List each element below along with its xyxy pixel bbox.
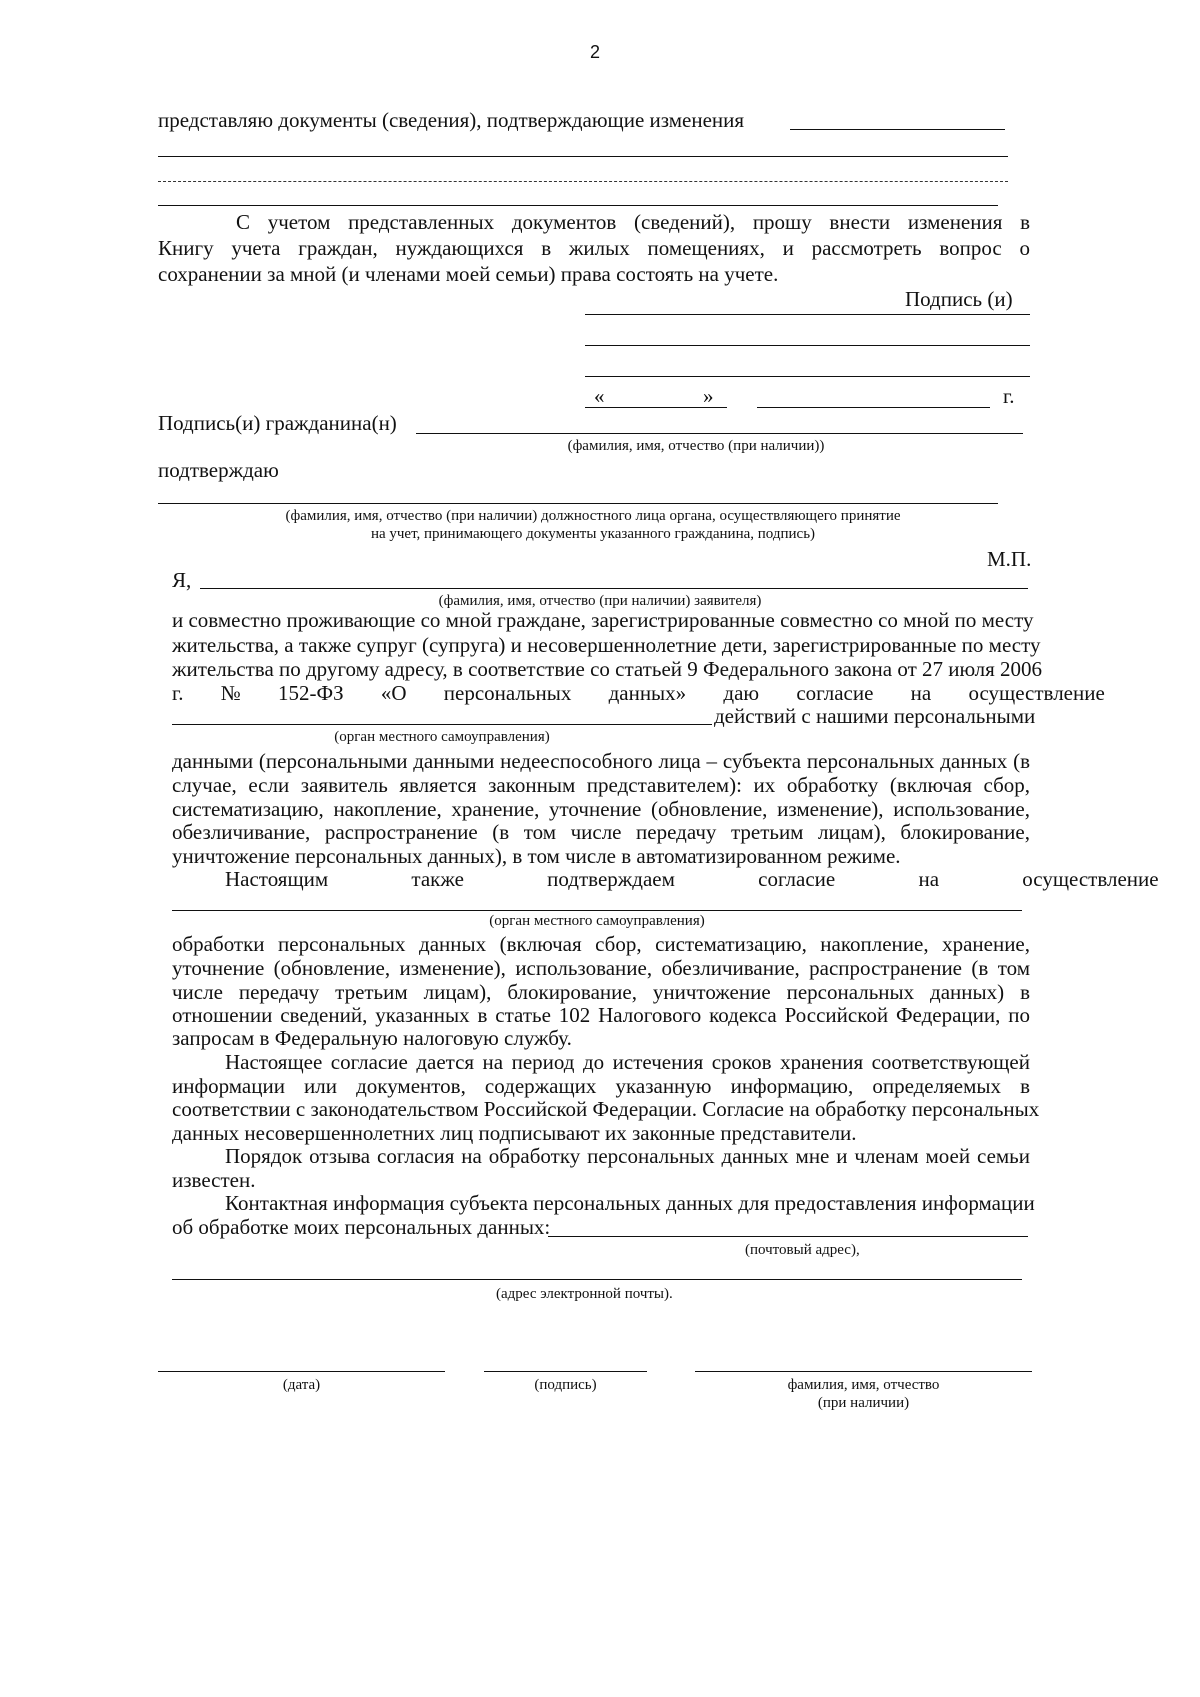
signature-label: Подпись (и) — [905, 287, 1013, 311]
official-caption: (фамилия, имя, отчество (при наличии) должностного лица органа, осуществляющего принятие — [285, 508, 901, 524]
documents-field-line-4 — [158, 205, 998, 206]
consent-line: данных несовершеннолетних лиц подписывают их законные представители. — [172, 1121, 857, 1145]
authority-line — [172, 724, 712, 725]
request-paragraph-line: сохранении за мной (и членами моей семьи) права состоять на учете. — [158, 262, 779, 286]
stamp-label: М.П. — [987, 547, 1032, 571]
date-quote-close: » — [703, 384, 714, 408]
consent-line: уточнение (обновление, изменение), использование, обезличивание, распространение (в том — [172, 956, 1030, 980]
date-day-line — [585, 407, 727, 408]
documents-field-line-1 — [790, 129, 1005, 130]
consent-line: Контактная информация субъекта персональных данных для предоставления информации — [225, 1191, 1035, 1215]
consent-line: об обработке моих персональных данных: — [172, 1215, 551, 1239]
official-caption: на учет, принимающего документы указанного гражданина, подпись) — [370, 526, 816, 542]
consent-line: случае, если заявитель является законным представителем): их обработку (включая сбор, — [172, 773, 1030, 797]
consent-line: уничтожение персональных данных), в том числе в автоматизированном режиме. — [172, 844, 901, 868]
consent-line: соответствии с законодательством Российской Федерации. Согласие на обработку персональных — [172, 1097, 1040, 1121]
consent-line: действий с нашими персональными — [714, 704, 1036, 728]
consent-line: данными (персональными данными недееспособного лица – субъекта персональных данных (в — [172, 749, 1030, 773]
authority-caption: (орган местного самоуправления) — [334, 729, 550, 745]
consent-line: систематизацию, накопление, хранение, уточнение (обновление, изменение), использование, — [172, 797, 1030, 821]
fio-line — [695, 1371, 1032, 1372]
consent-line: и совместно проживающие со мной граждане, зарегистрированные совместно со мной по месту — [172, 608, 1034, 632]
fio-caption: (при наличии) — [817, 1395, 910, 1411]
consent-line: обработки персональных данных (включая сбор, систематизацию, накопление, хранение, — [172, 932, 1030, 956]
consent-line: запросам в Федеральную налоговую службу. — [172, 1026, 572, 1050]
citizen-signature-line — [416, 433, 1023, 434]
postal-caption: (почтовый адрес), — [745, 1242, 860, 1258]
consent-line: Настоящим также подтверждаем согласие на осуществление — [225, 867, 1159, 891]
consent-line: Настоящее согласие дается на период до истечения сроков хранения соответствующей — [225, 1050, 1030, 1074]
citizen-name-caption: (фамилия, имя, отчество (при наличии)) — [567, 438, 825, 454]
consent-line: жительства по другому адресу, в соответствие со статьей 9 Федерального закона от 27 июля 2006 — [172, 657, 1043, 681]
consent-line: отношении сведений, указанных в статье 102 Налогового кодекса Российской Федерации, по — [172, 1003, 1030, 1027]
consent-line: информации или документов, содержащих указанную информацию, определяемых в — [172, 1074, 1030, 1098]
confirm-label: подтверждаю — [158, 458, 279, 482]
consent-line: обезличивание, распространение (в том числе передачу третьим лицам), блокирование, — [172, 820, 1030, 844]
signature-caption: (подпись) — [534, 1377, 597, 1393]
signature-line — [585, 376, 1030, 377]
date-month-line — [757, 407, 990, 408]
documents-text: представляю документы (сведения), подтверждающие изменения — [158, 108, 745, 132]
documents-field-line-3 — [158, 181, 1008, 182]
applicant-name-line — [200, 588, 1028, 589]
consent-line: числе передачу третьим лицам), блокирование, уничтожение персональных данных) в — [172, 980, 1030, 1004]
applicant-caption: (фамилия, имя, отчество (при наличии) заявителя) — [438, 593, 762, 609]
email-line — [172, 1279, 1022, 1280]
postal-address-line — [548, 1236, 1028, 1237]
ya-label: Я, — [172, 568, 192, 592]
citizen-signature-label: Подпись(и) гражданина(н) — [158, 411, 397, 435]
signature-footer-line — [484, 1371, 647, 1372]
consent-line: Порядок отзыва согласия на обработку персональных данных мне и членам моей семьи — [225, 1144, 1030, 1168]
consent-line: г. № 152-ФЗ «О персональных данных» даю согласие на осуществление — [172, 681, 1105, 705]
page-number: 2 — [590, 42, 601, 62]
date-year-suffix: г. — [1003, 384, 1015, 408]
official-signature-line — [158, 503, 998, 504]
date-quote-open: « — [594, 384, 605, 408]
documents-field-line-2 — [158, 156, 1008, 157]
authority-caption-2: (орган местного самоуправления) — [489, 913, 705, 929]
consent-line: жительства, а также супруг (супруга) и несовершеннолетние дети, зарегистрированные по месту — [172, 633, 1041, 657]
authority-line-2 — [172, 910, 1022, 911]
email-caption: (адрес электронной почты). — [496, 1286, 673, 1302]
fio-caption: фамилия, имя, отчество — [787, 1377, 940, 1393]
date-caption: (дата) — [282, 1377, 321, 1393]
request-paragraph-line: С учетом представленных документов (сведений), прошу внести изменения в — [236, 210, 1030, 234]
signature-line — [585, 314, 1030, 315]
request-paragraph-line: Книгу учета граждан, нуждающихся в жилых помещениях, и рассмотреть вопрос о — [158, 236, 1030, 260]
signature-line — [585, 345, 1030, 346]
date-line — [158, 1371, 445, 1372]
consent-line: известен. — [172, 1168, 256, 1192]
